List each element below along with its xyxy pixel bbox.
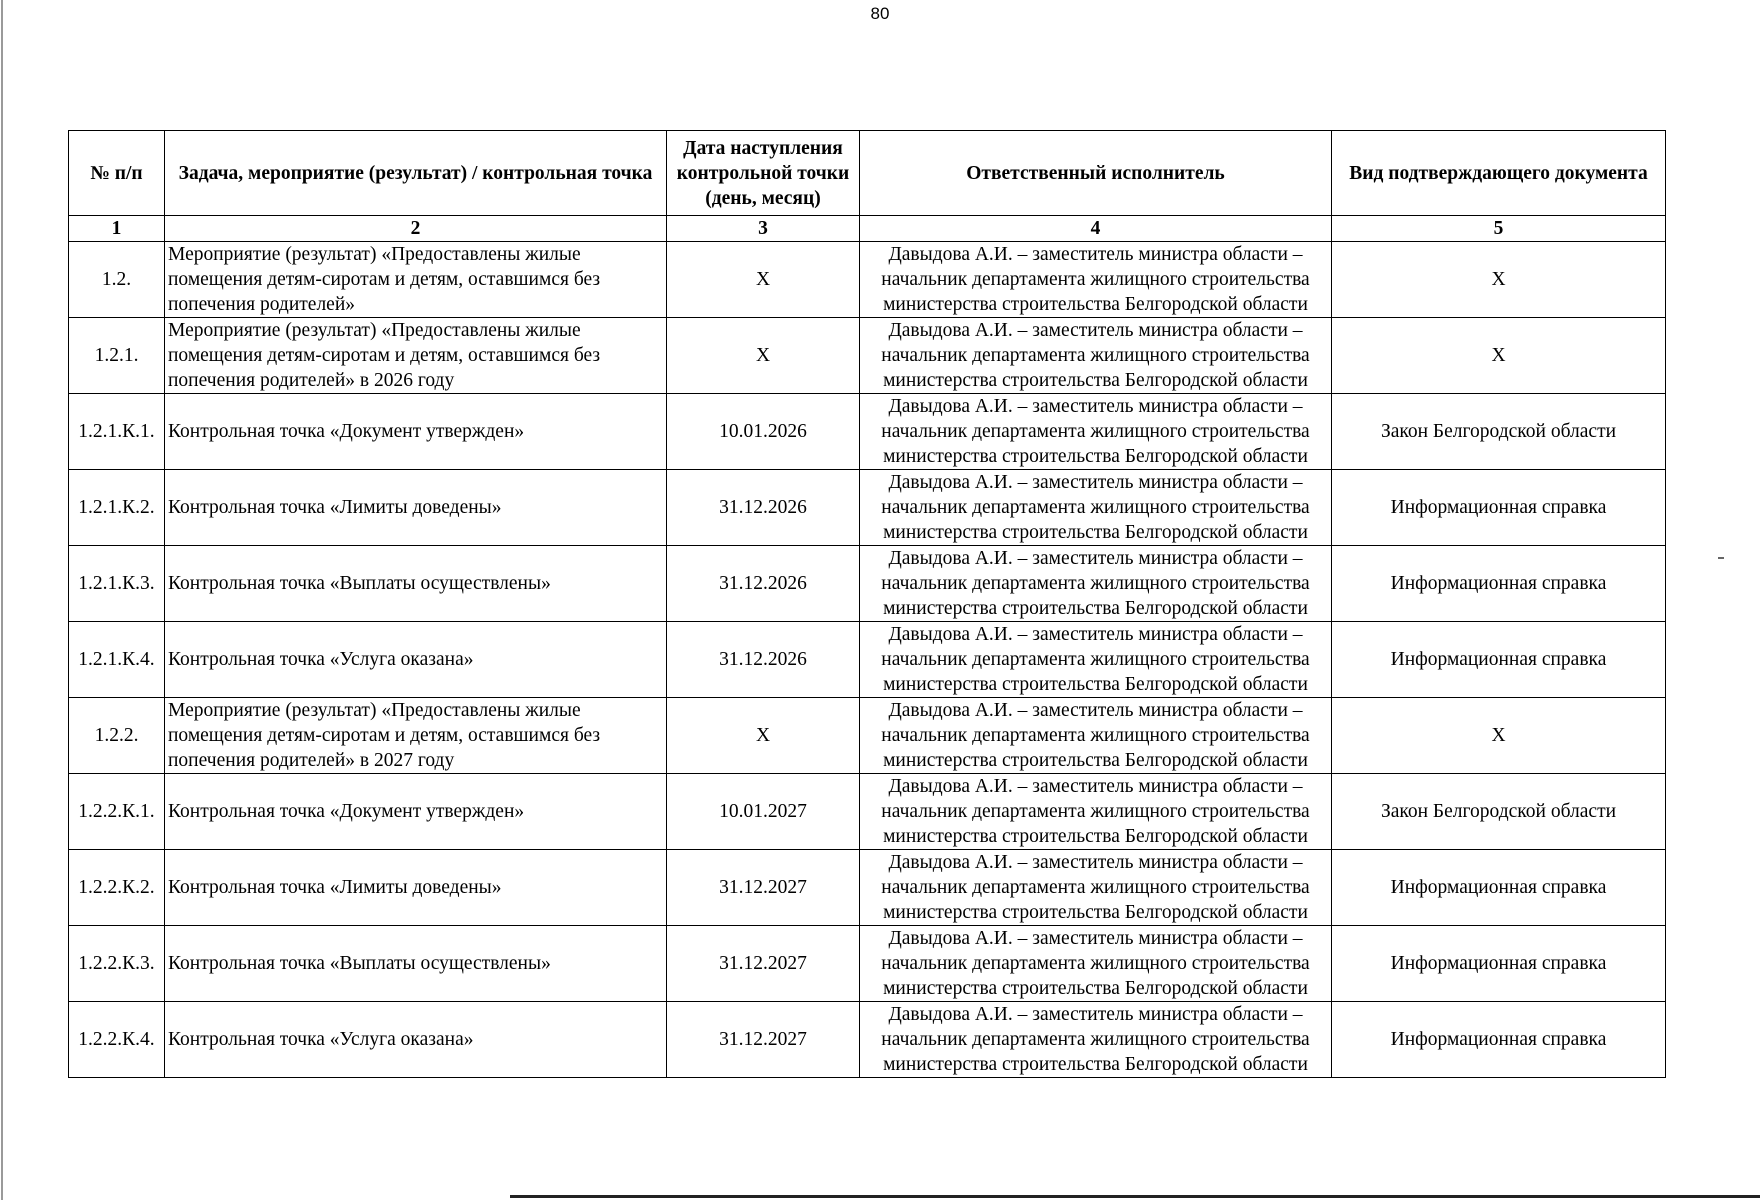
- row-task: Мероприятие (результат) «Предоставлены жилые помещения детям-сиротам и детям, оставшимся без попечения родителей» в 2027 году: [165, 698, 667, 774]
- scan-bottom-edge: [510, 1195, 1760, 1198]
- row-number: 1.2.1.К.4.: [69, 622, 165, 698]
- row-document: Информационная справка: [1332, 622, 1666, 698]
- header-task: Задача, мероприятие (результат) / контрольная точка: [165, 131, 667, 216]
- row-task: Контрольная точка «Лимиты доведены»: [165, 470, 667, 546]
- row-date: 31.12.2027: [667, 850, 860, 926]
- row-document: Закон Белгородской области: [1332, 394, 1666, 470]
- row-task: Контрольная точка «Выплаты осуществлены»: [165, 926, 667, 1002]
- scan-mark: [1718, 557, 1724, 559]
- row-number: 1.2.1.К.1.: [69, 394, 165, 470]
- row-responsible: Давыдова А.И. – заместитель министра области – начальник департамента жилищного строительства министерства строительства Белгородской области: [860, 850, 1332, 926]
- row-responsible: Давыдова А.И. – заместитель министра области – начальник департамента жилищного строительства министерства строительства Белгородской области: [860, 242, 1332, 318]
- row-number: 1.2.1.К.3.: [69, 546, 165, 622]
- row-responsible: Давыдова А.И. – заместитель министра области – начальник департамента жилищного строительства министерства строительства Белгородской области: [860, 774, 1332, 850]
- row-date: 31.12.2026: [667, 622, 860, 698]
- row-number: 1.2.2.: [69, 698, 165, 774]
- row-document: Информационная справка: [1332, 926, 1666, 1002]
- row-task: Мероприятие (результат) «Предоставлены жилые помещения детям-сиротам и детям, оставшимся без попечения родителей» в 2026 году: [165, 318, 667, 394]
- row-document: Х: [1332, 698, 1666, 774]
- row-date: Х: [667, 242, 860, 318]
- table-row: [69, 850, 1666, 926]
- page-number: 80: [870, 4, 890, 23]
- row-date: Х: [667, 318, 860, 394]
- row-document: Х: [1332, 318, 1666, 394]
- row-task: Контрольная точка «Выплаты осуществлены»: [165, 546, 667, 622]
- row-date: 31.12.2027: [667, 1002, 860, 1078]
- table-row: [69, 622, 1666, 698]
- column-number: 4: [860, 216, 1332, 242]
- row-number: 1.2.1.: [69, 318, 165, 394]
- row-responsible: Давыдова А.И. – заместитель министра области – начальник департамента жилищного строительства министерства строительства Белгородской области: [860, 318, 1332, 394]
- row-responsible: Давыдова А.И. – заместитель министра области – начальник департамента жилищного строительства министерства строительства Белгородской области: [860, 394, 1332, 470]
- row-task: Контрольная точка «Услуга оказана»: [165, 1002, 667, 1078]
- column-number-row: [69, 216, 1666, 242]
- column-number: 2: [165, 216, 667, 242]
- row-task: Контрольная точка «Документ утвержден»: [165, 774, 667, 850]
- table-row: [69, 394, 1666, 470]
- table-row: [69, 926, 1666, 1002]
- row-date: 10.01.2027: [667, 774, 860, 850]
- row-document: Информационная справка: [1332, 546, 1666, 622]
- row-date: 10.01.2026: [667, 394, 860, 470]
- header-number: № п/п: [69, 131, 165, 216]
- row-number: 1.2.2.К.2.: [69, 850, 165, 926]
- table-row: [69, 774, 1666, 850]
- column-number: 3: [667, 216, 860, 242]
- scan-left-edge: [1, 0, 3, 1200]
- header-responsible: Ответственный исполнитель: [860, 131, 1332, 216]
- row-task: Контрольная точка «Услуга оказана»: [165, 622, 667, 698]
- row-document: Информационная справка: [1332, 850, 1666, 926]
- row-number: 1.2.: [69, 242, 165, 318]
- row-responsible: Давыдова А.И. – заместитель министра области – начальник департамента жилищного строительства министерства строительства Белгородской области: [860, 470, 1332, 546]
- table-row: [69, 318, 1666, 394]
- table-body: [69, 242, 1666, 1078]
- row-document: Информационная справка: [1332, 470, 1666, 546]
- table-row: [69, 698, 1666, 774]
- row-task: Контрольная точка «Лимиты доведены»: [165, 850, 667, 926]
- row-responsible: Давыдова А.И. – заместитель министра области – начальник департамента жилищного строительства министерства строительства Белгородской области: [860, 698, 1332, 774]
- row-number: 1.2.2.К.4.: [69, 1002, 165, 1078]
- row-task: Мероприятие (результат) «Предоставлены жилые помещения детям-сиротам и детям, оставшимся без попечения родителей»: [165, 242, 667, 318]
- row-responsible: Давыдова А.И. – заместитель министра области – начальник департамента жилищного строительства министерства строительства Белгородской области: [860, 1002, 1332, 1078]
- header-date: Дата наступления контрольной точки (день, месяц): [667, 131, 860, 216]
- row-document: Информационная справка: [1332, 1002, 1666, 1078]
- header-document: Вид подтверждающего документа: [1332, 131, 1666, 216]
- row-number: 1.2.1.К.2.: [69, 470, 165, 546]
- row-date: 31.12.2026: [667, 546, 860, 622]
- table-row: [69, 470, 1666, 546]
- control-points-table: [68, 130, 1666, 1078]
- table-row: [69, 546, 1666, 622]
- row-document: Закон Белгородской области: [1332, 774, 1666, 850]
- table-header-row: [69, 131, 1666, 216]
- row-number: 1.2.2.К.1.: [69, 774, 165, 850]
- table-row: [69, 242, 1666, 318]
- table-row: [69, 1002, 1666, 1078]
- row-responsible: Давыдова А.И. – заместитель министра области – начальник департамента жилищного строительства министерства строительства Белгородской области: [860, 546, 1332, 622]
- column-number: 1: [69, 216, 165, 242]
- row-date: Х: [667, 698, 860, 774]
- row-document: Х: [1332, 242, 1666, 318]
- row-number: 1.2.2.К.3.: [69, 926, 165, 1002]
- row-task: Контрольная точка «Документ утвержден»: [165, 394, 667, 470]
- row-date: 31.12.2026: [667, 470, 860, 546]
- row-responsible: Давыдова А.И. – заместитель министра области – начальник департамента жилищного строительства министерства строительства Белгородской области: [860, 926, 1332, 1002]
- column-number: 5: [1332, 216, 1666, 242]
- row-date: 31.12.2027: [667, 926, 860, 1002]
- row-responsible: Давыдова А.И. – заместитель министра области – начальник департамента жилищного строительства министерства строительства Белгородской области: [860, 622, 1332, 698]
